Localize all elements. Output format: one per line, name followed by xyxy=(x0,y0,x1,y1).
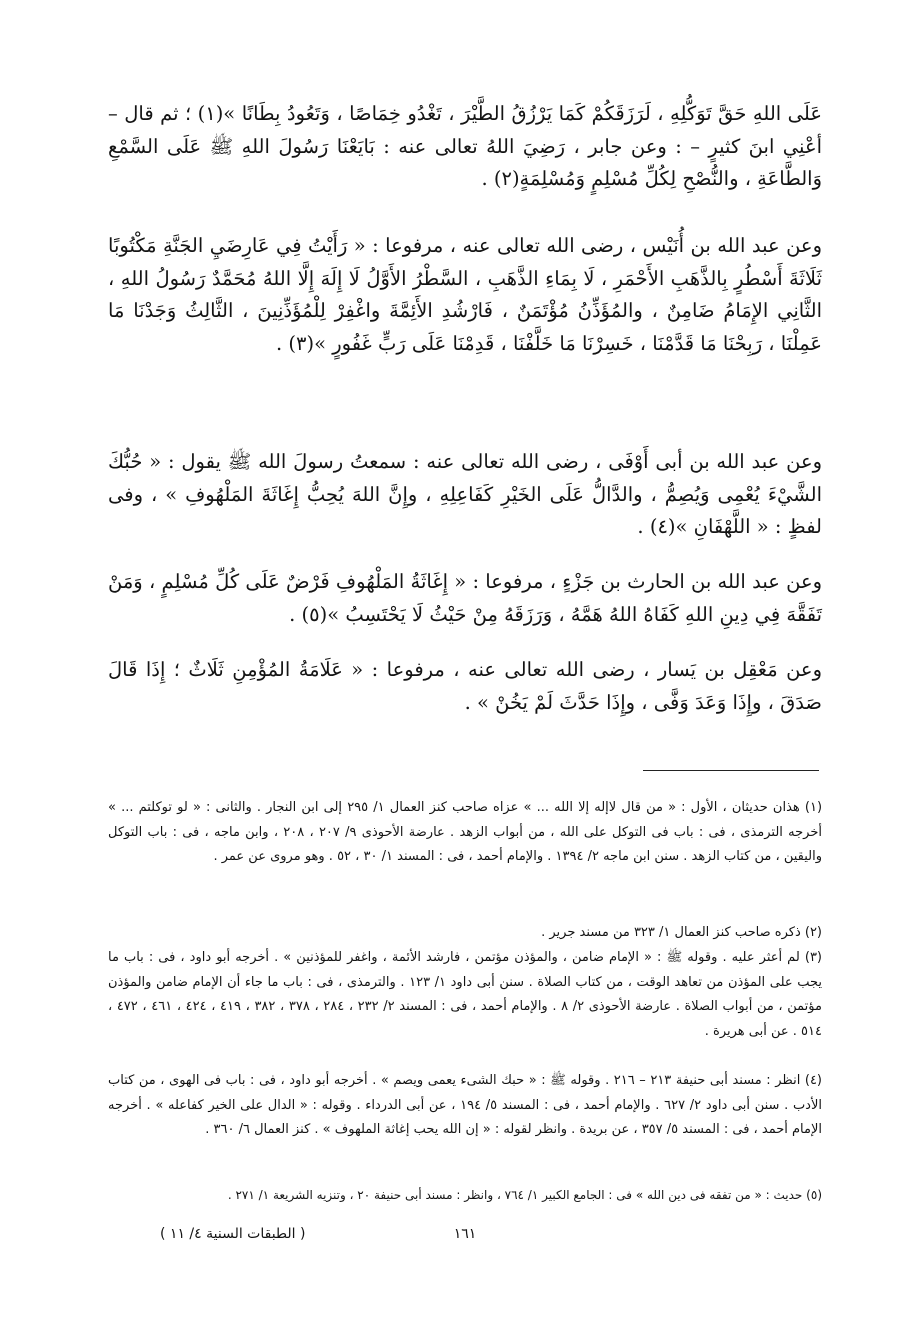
footnote-text: (١) هذان حديثان ، الأول : « من قال لاإله إلا الله ... » عزاه صاحب كنز العمال ١/ ٢٩٥ إلى ابن النجار . والثانى : « لو توكلتم ... » أخرجه الترمذى ، فى : باب فى التوكل على الله ، من أبواب الزهد . عارضة الأحوذى ٩/ ٢٠٧ ، ٢٠٨ ، وابن ماجه ، فى : باب التوكل واليقين ، من كتاب الزهد . سنن ابن ماجه ٢/ ١٣٩٤ . والإمام أحمد ، فى : المسند ١/ ٣٠ ، ٥٢ . وهو مروى عن عمر . xyxy=(108,800,823,865)
footnote-3 xyxy=(108,946,822,1044)
footnote-5 xyxy=(108,1183,822,1208)
main-text-paragraph-3 xyxy=(108,446,822,544)
main-text-paragraph-2 xyxy=(108,230,822,360)
paragraph-text: وعن مَعْقِل بن يَسار ، رضى الله تعالى عنه ، مرفوعا : « عَلَامَةُ المُؤْمِنِ ثَلَاثٌ ؛ إِذَا قَالَ صَدَقَ ، وإِذَا وَعَدَ وَفَّى ، وإِذَا حَدَّثَ لَمْ يَخُنْ » . xyxy=(108,658,822,714)
main-text-paragraph-4 xyxy=(108,566,822,631)
footnote-text: (٣) لم أعثر عليه . وقوله ﷺ : « الإمام ضامن ، والمؤذن مؤتمن ، فارشد الأئمة ، واغفر للمؤذنين » . أخرجه أبو داود ، فى : باب ما يجب على المؤذن من تعاهد الوقت ، من كتاب الصلاة . سنن أبى داود ١/ ١٢٣ . والترمذى ، فى : باب ما جاء أن الإمام ضامن والمؤذن مؤتمن ، من أبواب الصلاة . عارضة الأحوذى ٢/ ٨ . والإمام أحمد ، فى : المسند ٢/ ٢٣٢ ، ٢٨٤ ، ٣٧٨ ، ٣٨٢ ، ٤١٩ ، ٤٢٤ ، ٤٦١ ، ٤٧٢ ، ٥١٤ . عن أبى هريرة . xyxy=(108,950,822,1039)
main-text-paragraph-5 xyxy=(108,654,822,719)
footnote-text: (٢) ذكره صاحب كنز العمال ١/ ٣٢٣ من مسند جرير . xyxy=(541,925,822,940)
paragraph-text: عَلَى اللهِ حَقَّ تَوَكُّلِهِ ، لَرَزَقَكُمْ كَمَا يَرْزُقُ الطَّيْرَ ، تَغْدُو خِمَاصًا ، وَتَعُودُ بِطَانًا »(١) ؛ ثم قال – أعْنِي ابنَ كثيرٍ – : وعن جابر ، رَضِيَ اللهُ تعالى عنه : بَايَعْنَا رَسُولَ اللهِ ﷺ عَلَى السَّمْعِ وَالطَّاعَةِ ، والنُّصْحِ لِكُلِّ مُسْلِمٍ وَمُسْلِمَةٍ(٢) . xyxy=(108,102,822,190)
footnote-text: (٥) حديث : « من تفقه فى دين الله » فى : الجامع الكبير ١/ ٧٦٤ ، وانظر : مسند أبى حنيفة ٢٠ ، وتنزيه الشريعة ١/ ٢٧١ . xyxy=(227,1188,822,1202)
footnote-separator xyxy=(643,770,819,771)
page-footer xyxy=(108,1226,822,1252)
footnote-1 xyxy=(108,796,822,870)
footnote-2 xyxy=(108,921,822,946)
running-title: ( الطبقات السنية ٤/ ١١ ) xyxy=(160,1226,306,1242)
paragraph-text: وعن عبد الله بن الحارث بن جَزْءٍ ، مرفوعا : « إِغَاثَةُ المَلْهُوفِ فَرْضٌ عَلَى كُلِّ مُسْلِمٍ ، وَمَنْ تَفَقَّهَ فِي دِينِ اللهِ كَفَاهُ اللهُ هَمَّهُ ، وَرَزَقَهُ مِنْ حَيْثُ لَا يَحْتَسِبُ »(٥) . xyxy=(108,570,822,626)
paragraph-text: وعن عبد الله بن أُنَيْس ، رضى الله تعالى عنه ، مرفوعا : « رَأَيْتُ فِي عَارِضَيِ الجَنَّةِ مَكْتُوبًا ثَلَاثَةَ أَسْطُرٍ بِالذَّهَبِ الأَحْمَرِ ، لَا بِمَاءِ الذَّهَبِ ، السَّطْرُ الأَوَّلُ لَا إِلَهَ إِلَّا اللهُ مُحَمَّدٌ رَسُولُ اللهِ ، الثَّانِي الإِمَامُ ضَامِنٌ ، والمُؤَذِّنُ مُؤْتَمَنٌ ، فَارْشُدِ الأَئِمَّةَ واغْفِرْ لِلْمُؤَذِّنِينَ ، الثَّالِثُ وَجَدْنَا مَا عَمِلْنَا ، رَبِحْنَا مَا قَدَّمْنَا ، خَسِرْنَا مَا خَلَّفْنَا ، قَدِمْنَا عَلَى رَبٍّ غَفُورٍ »(٣) . xyxy=(108,234,822,355)
footnote-text: (٤) انظر : مسند أبى حنيفة ٢١٣ – ٢١٦ . وقوله ﷺ : « حبك الشىء يعمى ويصم » . أخرجه أبو داود ، فى : باب فى الهوى ، من كتاب الأدب . سنن أبى داود ٢/ ٦٢٧ . والإمام أحمد ، فى : المسند ٥/ ١٩٤ ، عن أبى الدرداء . وقوله : « الدال على الخير كفاعله » . أخرجه الإمام أحمد ، فى : المسند ٥/ ٣٥٧ ، عن بريدة . وانظر لقوله : « إن الله يحب إغاثة الملهوف » . كنز العمال ٦/ ٣٦٠ . xyxy=(108,1073,823,1138)
paragraph-text: وعن عبد الله بن أبى أَوْفَى ، رضى الله تعالى عنه : سمعتُ رسولَ الله ﷺ يقول : « حُبُّكَ الشَّيْءَ يُعْمِى وَيُصِمُّ ، والدَّالُّ عَلَى الخَيْرِ كَفَاعِلِهِ ، وإِنَّ اللهَ يُحِبُّ إِغَاثَةَ المَلْهُوفِ » ، وفى لفظٍ : « اللَّهْفَانِ »(٤) . xyxy=(108,450,822,538)
main-text-paragraph-1 xyxy=(108,98,822,196)
footnote-4 xyxy=(108,1069,822,1143)
page-number: ١٦١ xyxy=(453,1226,477,1242)
